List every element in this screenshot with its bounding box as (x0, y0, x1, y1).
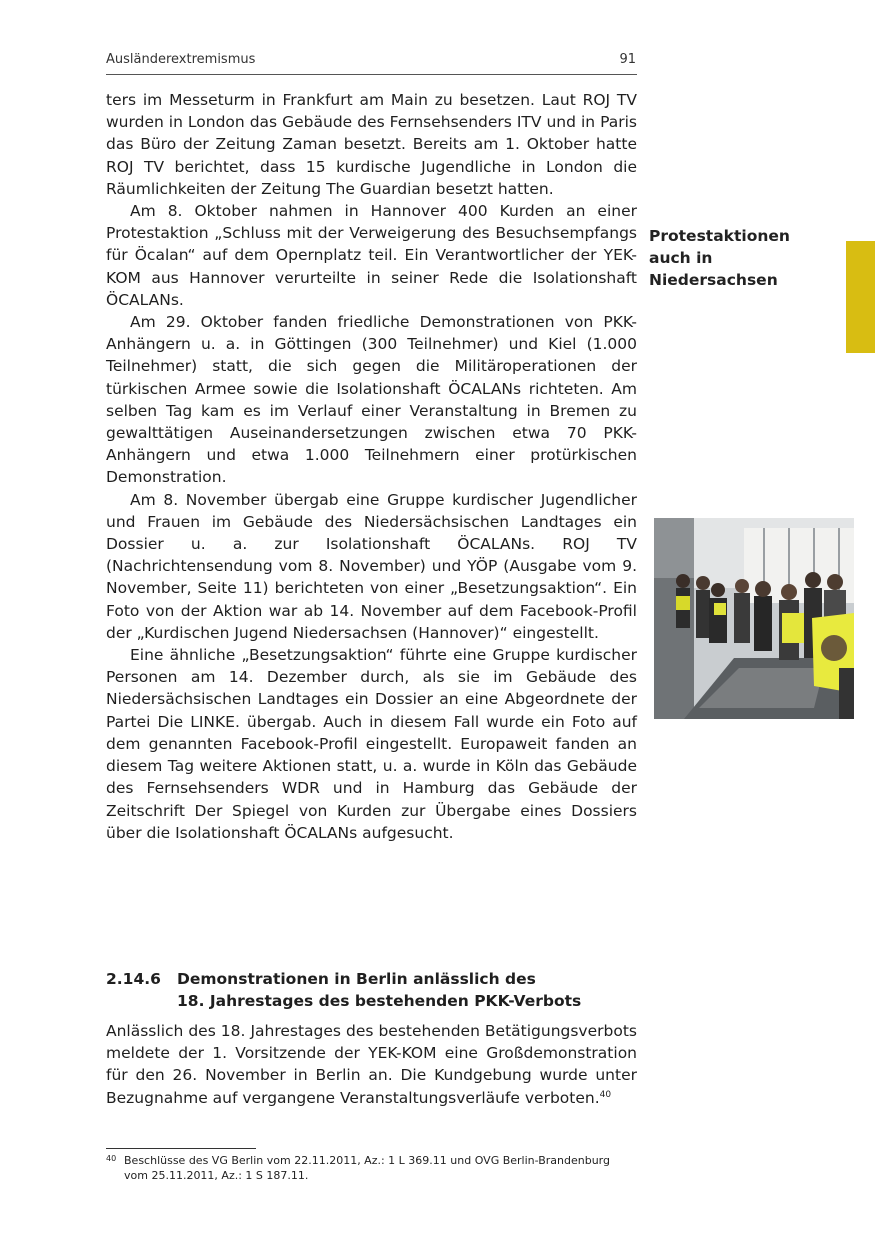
section-number: 2.14.6 (106, 970, 161, 988)
section-title-line: 18. Jahrestages des bestehenden PKK-Verbots (177, 992, 582, 1010)
margin-note-line: auch in (649, 249, 713, 267)
header-rule (106, 74, 637, 75)
footnote (106, 1153, 637, 1183)
protest-photo (654, 518, 854, 719)
running-header-title: Ausländerextremismus (106, 52, 256, 67)
section-title-line: Demonstrationen in Berlin anlässlich des (177, 970, 536, 988)
body-column (106, 89, 637, 844)
footnote-ref[interactable]: 40 (599, 1089, 612, 1100)
margin-note-line: Protestaktionen (649, 227, 790, 245)
page-number: 91 (619, 52, 636, 67)
paragraph-text: Anlässlich des 18. Jahrestages des bestehenden Betätigungsverbots meldete der 1. Vorsitzende der YEK-KOM eine Großdemonstration für den 26. November in Berlin an. Die Kundgebung wurde unter Bezugnahme auf vergangene Veranstaltungsverläufe verboten. (106, 1022, 637, 1107)
paragraph: ters im Messeturm in Frankfurt am Main zu besetzen. Laut ROJ TV wurden in London das Gebäude des Fernsehsenders ITV und in Paris das Büro der Zeitung Zaman besetzt. Bereits am 1. Oktober hatte ROJ TV berichtet, dass 15 kurdische Jugendliche in London die Räumlichkeiten der Zeitung The Guardian besetzt hatten. (106, 91, 637, 198)
chapter-thumb-tab (846, 241, 875, 353)
footnote-number: 40 (106, 1154, 117, 1163)
footnote-text: Beschlüsse des VG Berlin vom 22.11.2011, Az.: 1 L 369.11 und OVG Berlin-Brandenburg vom 25.11.2011, Az.: 1 S 187.11. (124, 1154, 610, 1182)
margin-note (649, 225, 829, 291)
protest-photo-icon (654, 518, 854, 719)
section-body (106, 1020, 637, 1109)
footnote-rule (106, 1148, 256, 1149)
paragraph (106, 1020, 637, 1109)
paragraph: Am 8. Oktober nahmen in Hannover 400 Kurden an einer Protestaktion „Schluss mit der Verweigerung des Besuchsempfangs für Öcalan“ auf dem Opernplatz teil. Ein Verantwortlicher der YEK-KOM aus Hannover verurteilte in seiner Rede die Isolationshaft ÖCALANs. (106, 202, 637, 309)
paragraph: Am 29. Oktober fanden friedliche Demonstrationen von PKK-Anhängern u. a. in Göttingen (300 Teilnehmer) und Kiel (1.000 Teilnehmer) statt, die sich gegen die Militäroperationen der türkischen Armee sowie die Isolationshaft ÖCALANs richteten. Am selben Tag kam es im Verlauf einer Veranstaltung in Bremen zu gewalttätigen Auseinandersetzungen zwischen etwa 70 PKK-Anhängern und etwa 1.000 Teilnehmern einer protürkischen Demonstration. (106, 313, 637, 487)
paragraph: Am 8. November übergab eine Gruppe kurdischer Jugendlicher und Frauen im Gebäude des Niedersächsischen Landtages ein Dossier u. a. zur Isolationshaft ÖCALANs. ROJ TV (Nachrichtensendung vom 8. November) und YÖP (Ausgabe vom 9. November, Seite 11) berichteten von einer „Besetzungsaktion“. Ein Foto von der Aktion war ab 14. November auf dem Facebook-Profil der „Kurdischen Jugend Niedersachsen (Hannover)“ eingestellt. (106, 490, 637, 642)
margin-note-line: Niedersachsen (649, 271, 778, 289)
section-title (177, 968, 637, 1012)
paragraph: Eine ähnliche „Besetzungsaktion“ führte eine Gruppe kurdischer Personen am 14. Dezember durch, als sie im Gebäude des Niedersächsischen Landtages ein Dossier an eine Abgeordnete der Partei Die LINKE. übergab. Auch in diesem Fall wurde ein Foto auf dem genannten Facebook-Profil eingestellt. Europaweit fanden an diesem Tag weitere Aktionen statt, u. a. wurde in Köln das Gebäude des Fernsehsenders WDR und in Hamburg das Gebäude der Zeitschrift Der Spiegel von Kurden zur Übergabe eines Dossiers über die Isolationshaft ÖCALANs aufgesucht. (106, 646, 637, 842)
